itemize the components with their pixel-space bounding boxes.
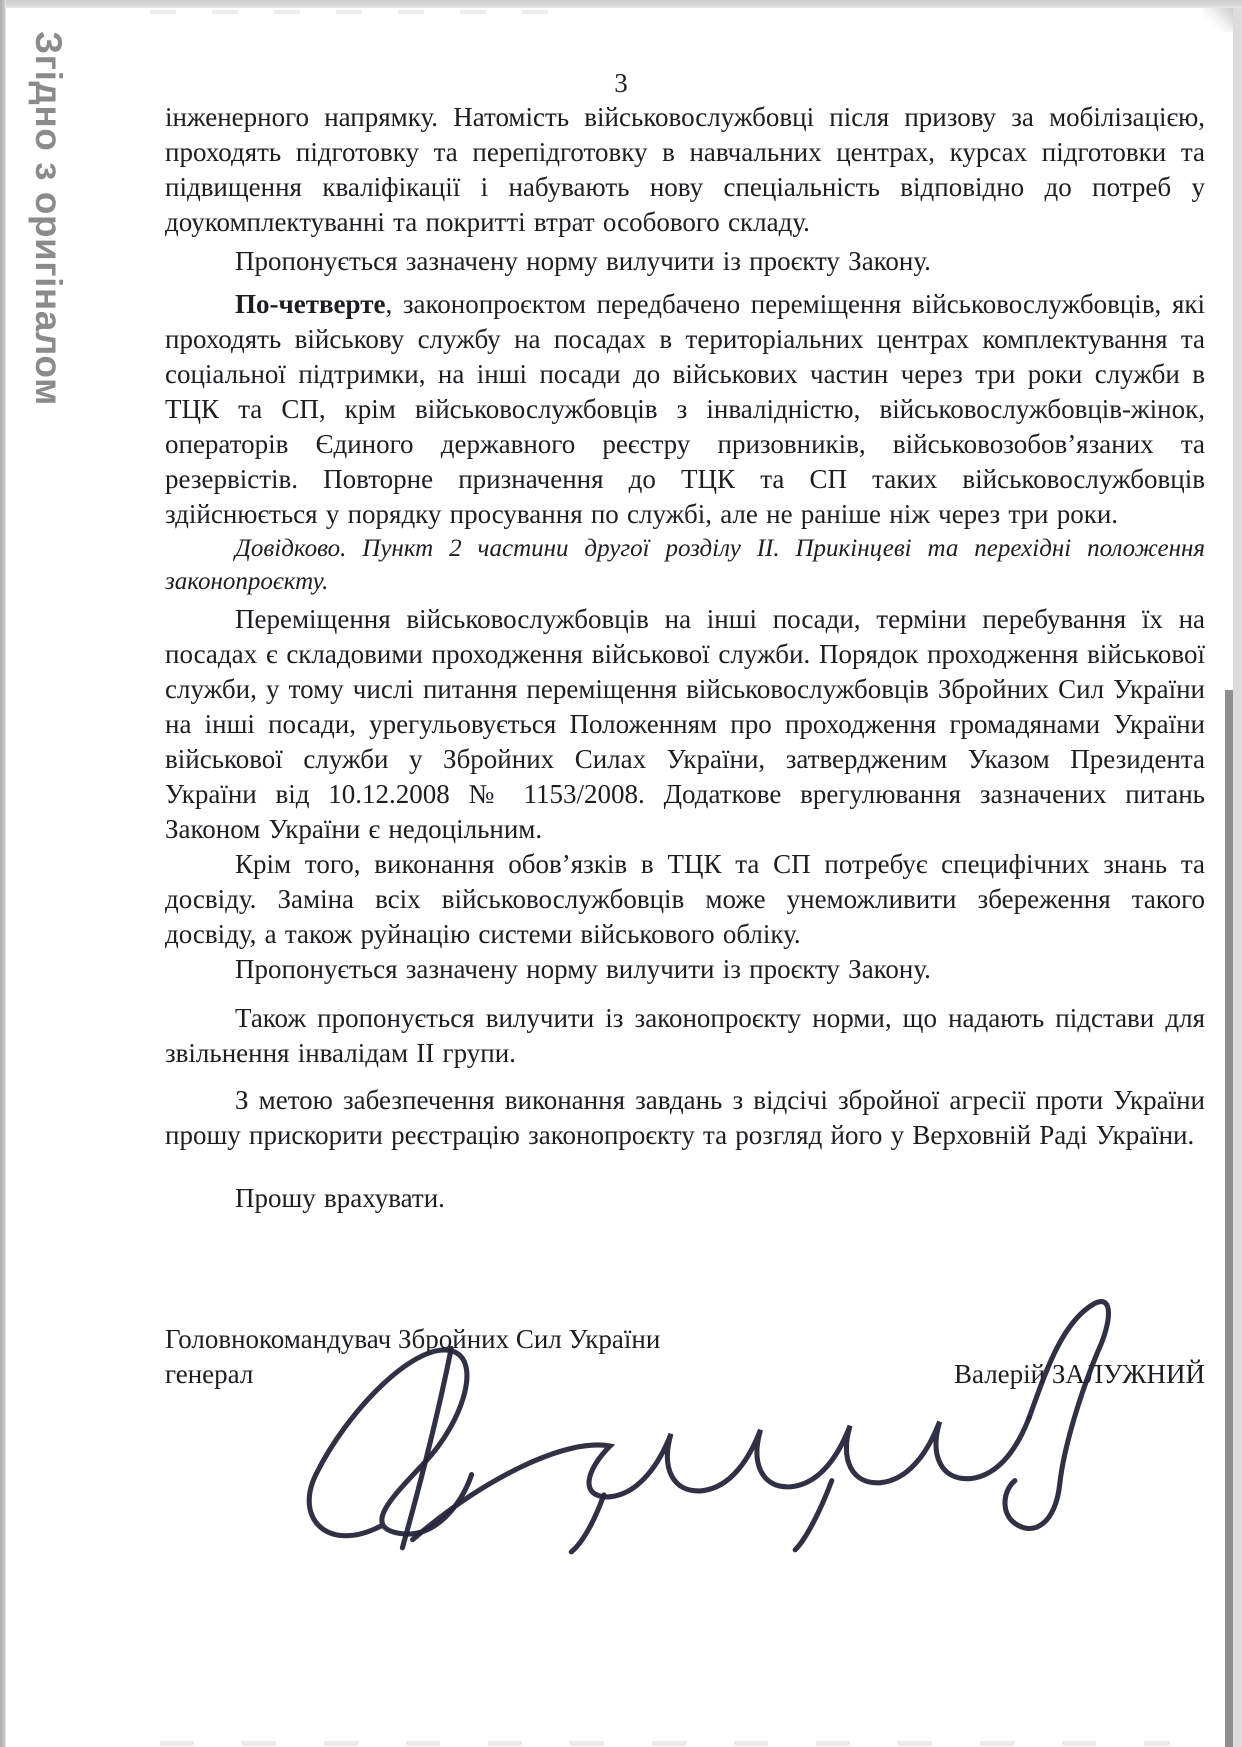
signee-rank: генерал — [165, 1359, 254, 1389]
scrollbar-track[interactable] — [1233, 8, 1242, 1747]
paragraph-registration: З метою забезпечення виконання завдань з відсічі збройної агресії проти України прошу прискорити реєстрацію законопроєкту та розгляд його у Верховній Раді України. — [165, 1085, 1205, 1150]
paragraph-fourth-lead: По-четверте — [235, 289, 386, 319]
scrollbar-thumb[interactable] — [1225, 690, 1233, 1747]
reference-note: Довідково. Пункт 2 частини другої розділу II. Прикінцеві та перехідні положення законопроєкту. — [165, 535, 1205, 595]
signee-name: Валерій ЗАЛУЖНИЙ — [953, 1359, 1205, 1389]
paragraph-disability: Також пропонується вилучити із законопроєкту норми, що надають підстави для звільнення інвалідам II групи. — [165, 1003, 1205, 1068]
signee-position: Головнокомандувач Збройних Сил України — [165, 1324, 661, 1354]
page-number: 3 — [614, 68, 628, 98]
signature-stroke — [571, 1495, 604, 1552]
page-curl — [1203, 8, 1233, 32]
top-cut-text-artifact — [150, 10, 580, 14]
paragraph-proposal-first: Пропонується зазначену норму вилучити із проєкту Закону. — [235, 246, 931, 276]
signature-stroke — [795, 1481, 832, 1550]
paragraph-fourth-body: , законопроєктом передбачено переміщення військовослужбовців, які проходять військову службу на посадах в територіальних центрах комплектування та соціальної підтримки, на інші посади до військових частин через три роки служби в ТЦК та СП, крім військовослужбовців з інвалідністю, військовослужбовців-жінок, операторів Єдиного державного реєстру призовників, військовозобов’язаних та резервістів. Повторне призначення до ТЦК та СП таких військовослужбовців здійснюється у порядку просування по службі, але не раніше ніж через три роки. — [165, 289, 1205, 529]
scan-left-edge — [0, 0, 6, 1747]
paragraph-closing: Прошу врахувати. — [235, 1183, 445, 1213]
bottom-cut-text-artifact — [160, 1741, 1170, 1746]
paragraph-proposal-second: Пропонується зазначену норму вилучити із проєкту Закону. — [235, 954, 931, 984]
document-body — [165, 100, 1205, 1216]
signature-stroke — [1005, 1302, 1109, 1529]
scan-top-edge — [0, 0, 1242, 8]
signature-stroke — [413, 1418, 1030, 1540]
certification-stamp: Згідно з оригіналом — [28, 31, 69, 406]
paragraph-fourth — [165, 287, 1205, 532]
paragraph-transfer: Переміщення військовослужбовців на інші посади, терміни перебування їх на посадах є складовими проходження військової служби. Порядок проходження військової служби, у тому числі питання переміщення військовослужбовців Збройних Сил України на інші посади, урегульовується Положенням про проходження громадянами України військової служби у Збройних Силах України, затвердженим Указом Президента України від 10.12.2008 № 1153/2008. Додаткове врегулювання зазначених питань Законом України є недоцільним. — [165, 604, 1205, 844]
paragraph-experience: Крім того, виконання обов’язків в ТЦК та СП потребує специфічних знань та досвіду. Заміна всіх військовослужбовців може унеможливити збереження такого досвіду, а також руйнацію системи військового обліку. — [165, 849, 1205, 949]
handwritten-signature — [262, 1272, 1137, 1557]
paragraph-intro: інженерного напрямку. Натомість військовослужбовці після призову за мобілізацією, проходять підготовку та перепідготовку в навчальних центрах, курсах підготовки та підвищення кваліфікації і набувають нову спеціальність відповідно до потреб у доукомплектуванні та покритті втрат особового складу. — [165, 102, 1205, 237]
